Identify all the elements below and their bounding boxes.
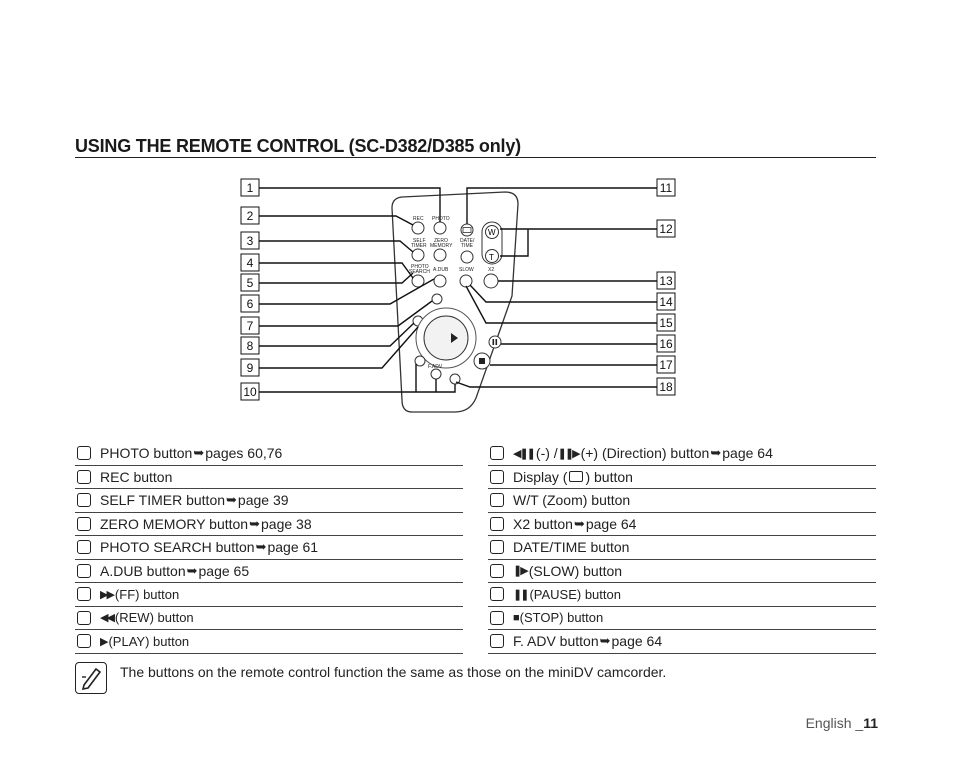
photo-button — [434, 222, 446, 234]
callout-10: 10 — [243, 385, 257, 399]
list-item — [488, 583, 876, 607]
zoom-w-label: W — [488, 228, 496, 237]
checkbox-square-icon — [490, 634, 504, 648]
date-time-button — [461, 251, 473, 263]
checkbox-square-icon — [77, 587, 91, 601]
checkbox-square-icon — [77, 611, 91, 625]
page-number: 11 — [863, 715, 878, 731]
checkbox-square-icon — [490, 611, 504, 625]
button-glyph-icon: ■ — [513, 611, 518, 624]
callouts-left — [241, 179, 259, 400]
item-label: (REW) button — [114, 610, 194, 626]
list-item — [488, 466, 876, 490]
callout-6: 6 — [246, 297, 254, 311]
callout-1: 1 — [246, 181, 254, 195]
checkbox-square-icon — [77, 470, 91, 484]
x2-button — [484, 274, 498, 288]
item-label: (PLAY) button — [108, 633, 190, 649]
item-label: (FF) button — [114, 586, 180, 602]
callout-8: 8 — [246, 339, 254, 353]
list-item — [488, 489, 876, 513]
page-ref: page 61 — [267, 539, 319, 556]
callout-13: 13 — [659, 274, 673, 288]
photo-search-label-1: PHOTO — [411, 264, 429, 270]
self-timer-label-2: TIMER — [411, 243, 427, 249]
left-button-list — [75, 442, 463, 654]
list-item — [488, 442, 876, 466]
pause-button — [489, 336, 501, 348]
note-pencil-icon — [75, 662, 107, 694]
page-ref: page 64 — [585, 515, 637, 532]
list-item — [75, 583, 463, 607]
button-glyph-icon: ◀❚❚ — [513, 447, 534, 460]
checkbox-square-icon — [490, 564, 504, 578]
checkbox-square-icon — [77, 517, 91, 531]
play-button — [424, 316, 468, 360]
page-ref: page 38 — [261, 515, 312, 532]
item-label: PHOTO button — [100, 445, 193, 462]
list-item — [488, 630, 876, 654]
checkbox-square-icon — [490, 587, 504, 601]
list-item — [75, 607, 463, 631]
button-glyph-icon: ❚▶ — [513, 565, 527, 578]
callout-11: 11 — [659, 181, 673, 195]
item-label: (SLOW) button — [528, 562, 623, 579]
item-label: REC button — [100, 468, 173, 485]
item-label: PHOTO SEARCH button — [100, 539, 255, 556]
zero-memory-label-2: MEMORY — [430, 243, 453, 249]
page-title: USING THE REMOTE CONTROL (SC-D382/D385 only) — [75, 136, 521, 156]
list-item — [488, 536, 876, 560]
callout-7: 7 — [246, 319, 254, 333]
fadv-label: F.ADV — [428, 364, 443, 370]
checkbox-square-icon — [490, 540, 504, 554]
callout-2: 2 — [246, 209, 254, 223]
page-ref: page 64 — [611, 633, 663, 650]
zoom-t-label: T — [489, 253, 494, 262]
x2-label: X2 — [488, 267, 495, 273]
page-ref-arrow-icon: ➥ — [573, 515, 585, 531]
list-item — [75, 513, 463, 537]
zero-memory-button — [434, 249, 446, 261]
list-item — [75, 489, 463, 513]
page-ref-arrow-icon: ➥ — [193, 445, 205, 461]
button-glyph-icon: ◀◀ — [100, 612, 113, 625]
item-label: F. ADV button — [513, 633, 599, 650]
slow-label: SLOW — [459, 267, 474, 273]
item-label: DATE/TIME button — [513, 539, 630, 556]
checkbox-square-icon — [490, 493, 504, 507]
right-button-list — [488, 442, 876, 654]
list-item — [488, 560, 876, 584]
page-ref-arrow-icon: ➥ — [599, 633, 611, 649]
rec-label: REC — [413, 216, 424, 222]
date-time-label-2: TIME — [461, 243, 473, 249]
rec-button — [412, 222, 424, 234]
checkbox-square-icon — [77, 540, 91, 554]
note-text: The buttons on the remote control function the same as those on the miniDV camcorder. — [120, 664, 667, 680]
button-glyph-icon: ▶▶ — [100, 588, 113, 601]
callout-15: 15 — [659, 316, 673, 330]
item-label: ZERO MEMORY button — [100, 515, 249, 532]
callout-5: 5 — [246, 276, 254, 290]
callout-9: 9 — [246, 361, 254, 375]
callout-17: 17 — [659, 358, 673, 372]
page-ref: pages 60,76 — [205, 445, 283, 462]
item-label: (PAUSE) button — [529, 586, 621, 602]
callout-16: 16 — [659, 337, 673, 351]
callout-3: 3 — [246, 234, 254, 248]
list-item — [488, 513, 876, 537]
page-ref-arrow-icon: ➥ — [226, 492, 237, 508]
button-glyph-icon: ❚❚ — [513, 588, 528, 601]
callout-12: 12 — [659, 222, 673, 236]
photo-search-label-2: SEARCH — [409, 269, 430, 275]
page-ref-arrow-icon: ➥ — [255, 539, 267, 555]
callout-4: 4 — [246, 256, 254, 270]
checkbox-square-icon — [490, 446, 504, 460]
self-timer-button — [412, 249, 424, 261]
page-ref: page 65 — [198, 562, 250, 579]
item-label: Display ( — [513, 468, 568, 485]
callout-18: 18 — [659, 380, 673, 394]
item-label-2: ) button — [585, 468, 633, 485]
page-ref: page 64 — [722, 445, 773, 462]
adub-label: A.DUB — [433, 267, 449, 273]
photo-label: PHOTO — [432, 216, 450, 222]
page-footer — [806, 715, 878, 731]
list-item — [75, 536, 463, 560]
page-ref-arrow-icon: ➥ — [186, 562, 198, 578]
callouts-right — [657, 179, 675, 395]
fadv-button — [431, 369, 441, 379]
button-glyph-icon: ▶ — [100, 635, 107, 648]
item-label: (STOP) button — [519, 610, 604, 626]
checkbox-square-icon — [77, 634, 91, 648]
button-glyph-icon: ❚❚▶ — [557, 447, 579, 460]
list-item — [75, 630, 463, 654]
date-time-label-1: DATE/ — [460, 238, 475, 244]
self-timer-label-1: SELF — [413, 238, 426, 244]
checkbox-square-icon — [77, 493, 91, 507]
list-item — [75, 466, 463, 490]
item-label: X2 button — [513, 515, 573, 532]
checkbox-square-icon — [490, 470, 504, 484]
list-item — [75, 560, 463, 584]
item-label-2: (+) (Direction) button — [580, 445, 710, 462]
item-label: W/T (Zoom) button — [513, 492, 631, 509]
checkbox-square-icon — [77, 564, 91, 578]
zero-memory-label-1: ZERO — [434, 238, 448, 244]
display-icon — [569, 471, 583, 482]
page-ref-arrow-icon: ➥ — [249, 515, 260, 531]
item-label: A.DUB button — [100, 562, 186, 579]
item-label: (-) / — [535, 445, 558, 462]
list-item — [75, 442, 463, 466]
page-ref: page 39 — [237, 492, 289, 509]
page-ref-arrow-icon: ➥ — [710, 445, 722, 461]
ff-button — [432, 294, 442, 304]
adub-button — [434, 275, 446, 287]
footer-language: English _ — [805, 715, 864, 731]
list-item — [488, 607, 876, 631]
checkbox-square-icon — [77, 446, 91, 460]
checkbox-square-icon — [490, 517, 504, 531]
item-label: SELF TIMER button — [100, 492, 226, 509]
callout-14: 14 — [659, 295, 673, 309]
